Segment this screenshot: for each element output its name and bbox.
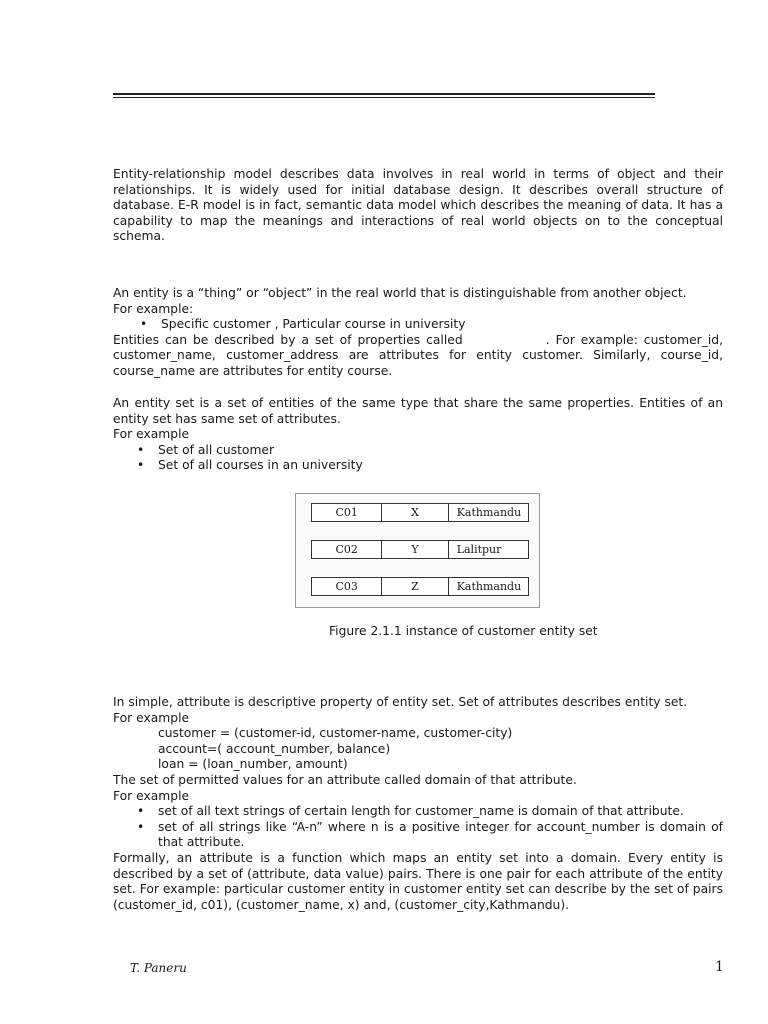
entity-set-figure	[295, 493, 540, 608]
entity-set-bullet-text: Set of all courses in an university	[158, 458, 363, 473]
figure-caption: Figure 2.1.1 instance of customer entity set	[329, 624, 598, 638]
intro-paragraph: Entity-relationship model describes data involves in real world in terms of object and their relationships. It is widely used for initial database design. It describes overall structure of database. E-R model is in fact, semantic data model which describes the meaning of data. It has a capability to map the meanings and interactions of real world objects on to the conceptual schema.	[113, 167, 723, 244]
attribute-example-label: For example	[113, 710, 190, 725]
bullet-icon: •	[137, 819, 145, 834]
entity-set-section	[113, 396, 723, 474]
bullet-icon: •	[137, 442, 145, 457]
attribute-example: account=( account_number, balance)	[158, 741, 391, 756]
figure-cell-id: C01	[312, 504, 382, 521]
figure-cell-city: Kathmandu	[456, 580, 522, 593]
header-rule	[113, 93, 655, 95]
entity-set-bullet	[113, 458, 723, 474]
domain-bullet-text: set of all text strings of certain length for customer_name is domain of that attribute.	[158, 804, 684, 819]
figure-cell-city: Lalitpur	[456, 543, 502, 556]
attribute-example: loan = (loan_number, amount)	[158, 757, 348, 772]
attribute-definition: In simple, attribute is descriptive property of entity set. Set of attributes describes entity set.	[113, 695, 688, 709]
figure-row	[311, 577, 529, 596]
entity-set-example-label: For example	[113, 427, 190, 442]
figure-cell-name: X	[382, 504, 448, 521]
entity-set-definition: An entity set is a set of entities of the same type that share the same properties. Entities of an entity set has same set of attributes.	[113, 396, 723, 426]
attribute-example: customer = (customer-id, customer-name, customer-city)	[158, 726, 513, 741]
figure-cell-id: C02	[312, 541, 382, 558]
page-number: 1	[715, 959, 724, 975]
header-rule-thin	[113, 97, 655, 98]
entity-definition: An entity is a “thing” or “object” in the real world that is distinguishable from another object.	[113, 286, 687, 300]
intro-section	[113, 167, 723, 245]
entity-example-label: For example:	[113, 301, 194, 316]
entity-bullet	[113, 317, 723, 333]
figure-cell-name: Y	[382, 541, 448, 558]
domain-bullet-text: set of all strings like “A-n” where n is a positive integer for account_number is domain of that attribute.	[158, 819, 723, 850]
footer-author: T. Paneru	[130, 961, 187, 975]
domain-text: The set of permitted values for an attribute called domain of that attribute.	[113, 772, 577, 787]
bullet-icon: •	[137, 458, 145, 473]
figure-cell-name: Z	[382, 578, 448, 595]
entity-bullet-text: Specific customer , Particular course in university	[161, 317, 466, 332]
attribute-section	[113, 695, 723, 913]
domain-bullet	[113, 820, 723, 851]
figure-row	[311, 503, 529, 522]
domain-example-label: For example	[113, 788, 190, 803]
figure-row	[311, 540, 529, 559]
entity-attributes-text: Entities can be described by a set of properties called . For example: customer_id, customer_name, customer_address are attributes for entity customer. Similarly, course_id, course_name are attributes for entity course.	[113, 332, 727, 378]
figure-cell-city: Kathmandu	[456, 506, 522, 519]
domain-bullet	[113, 804, 723, 820]
entity-set-bullet	[113, 443, 723, 459]
figure-cell-id: C03	[312, 578, 382, 595]
bullet-icon: •	[137, 804, 145, 819]
formal-definition: Formally, an attribute is a function which maps an entity set into a domain. Every entity is described by a set of (attribute, data value) pairs. There is one pair for each attribute of the entity set. For example: particular customer entity in customer entity set can describe by the set of pairs (customer_id, c01), (customer_name, x) and, (customer_city,Kathmandu).	[113, 850, 723, 912]
bullet-icon: •	[140, 317, 148, 332]
entity-set-bullet-text: Set of all customer	[158, 442, 275, 457]
entity-section	[113, 286, 727, 380]
